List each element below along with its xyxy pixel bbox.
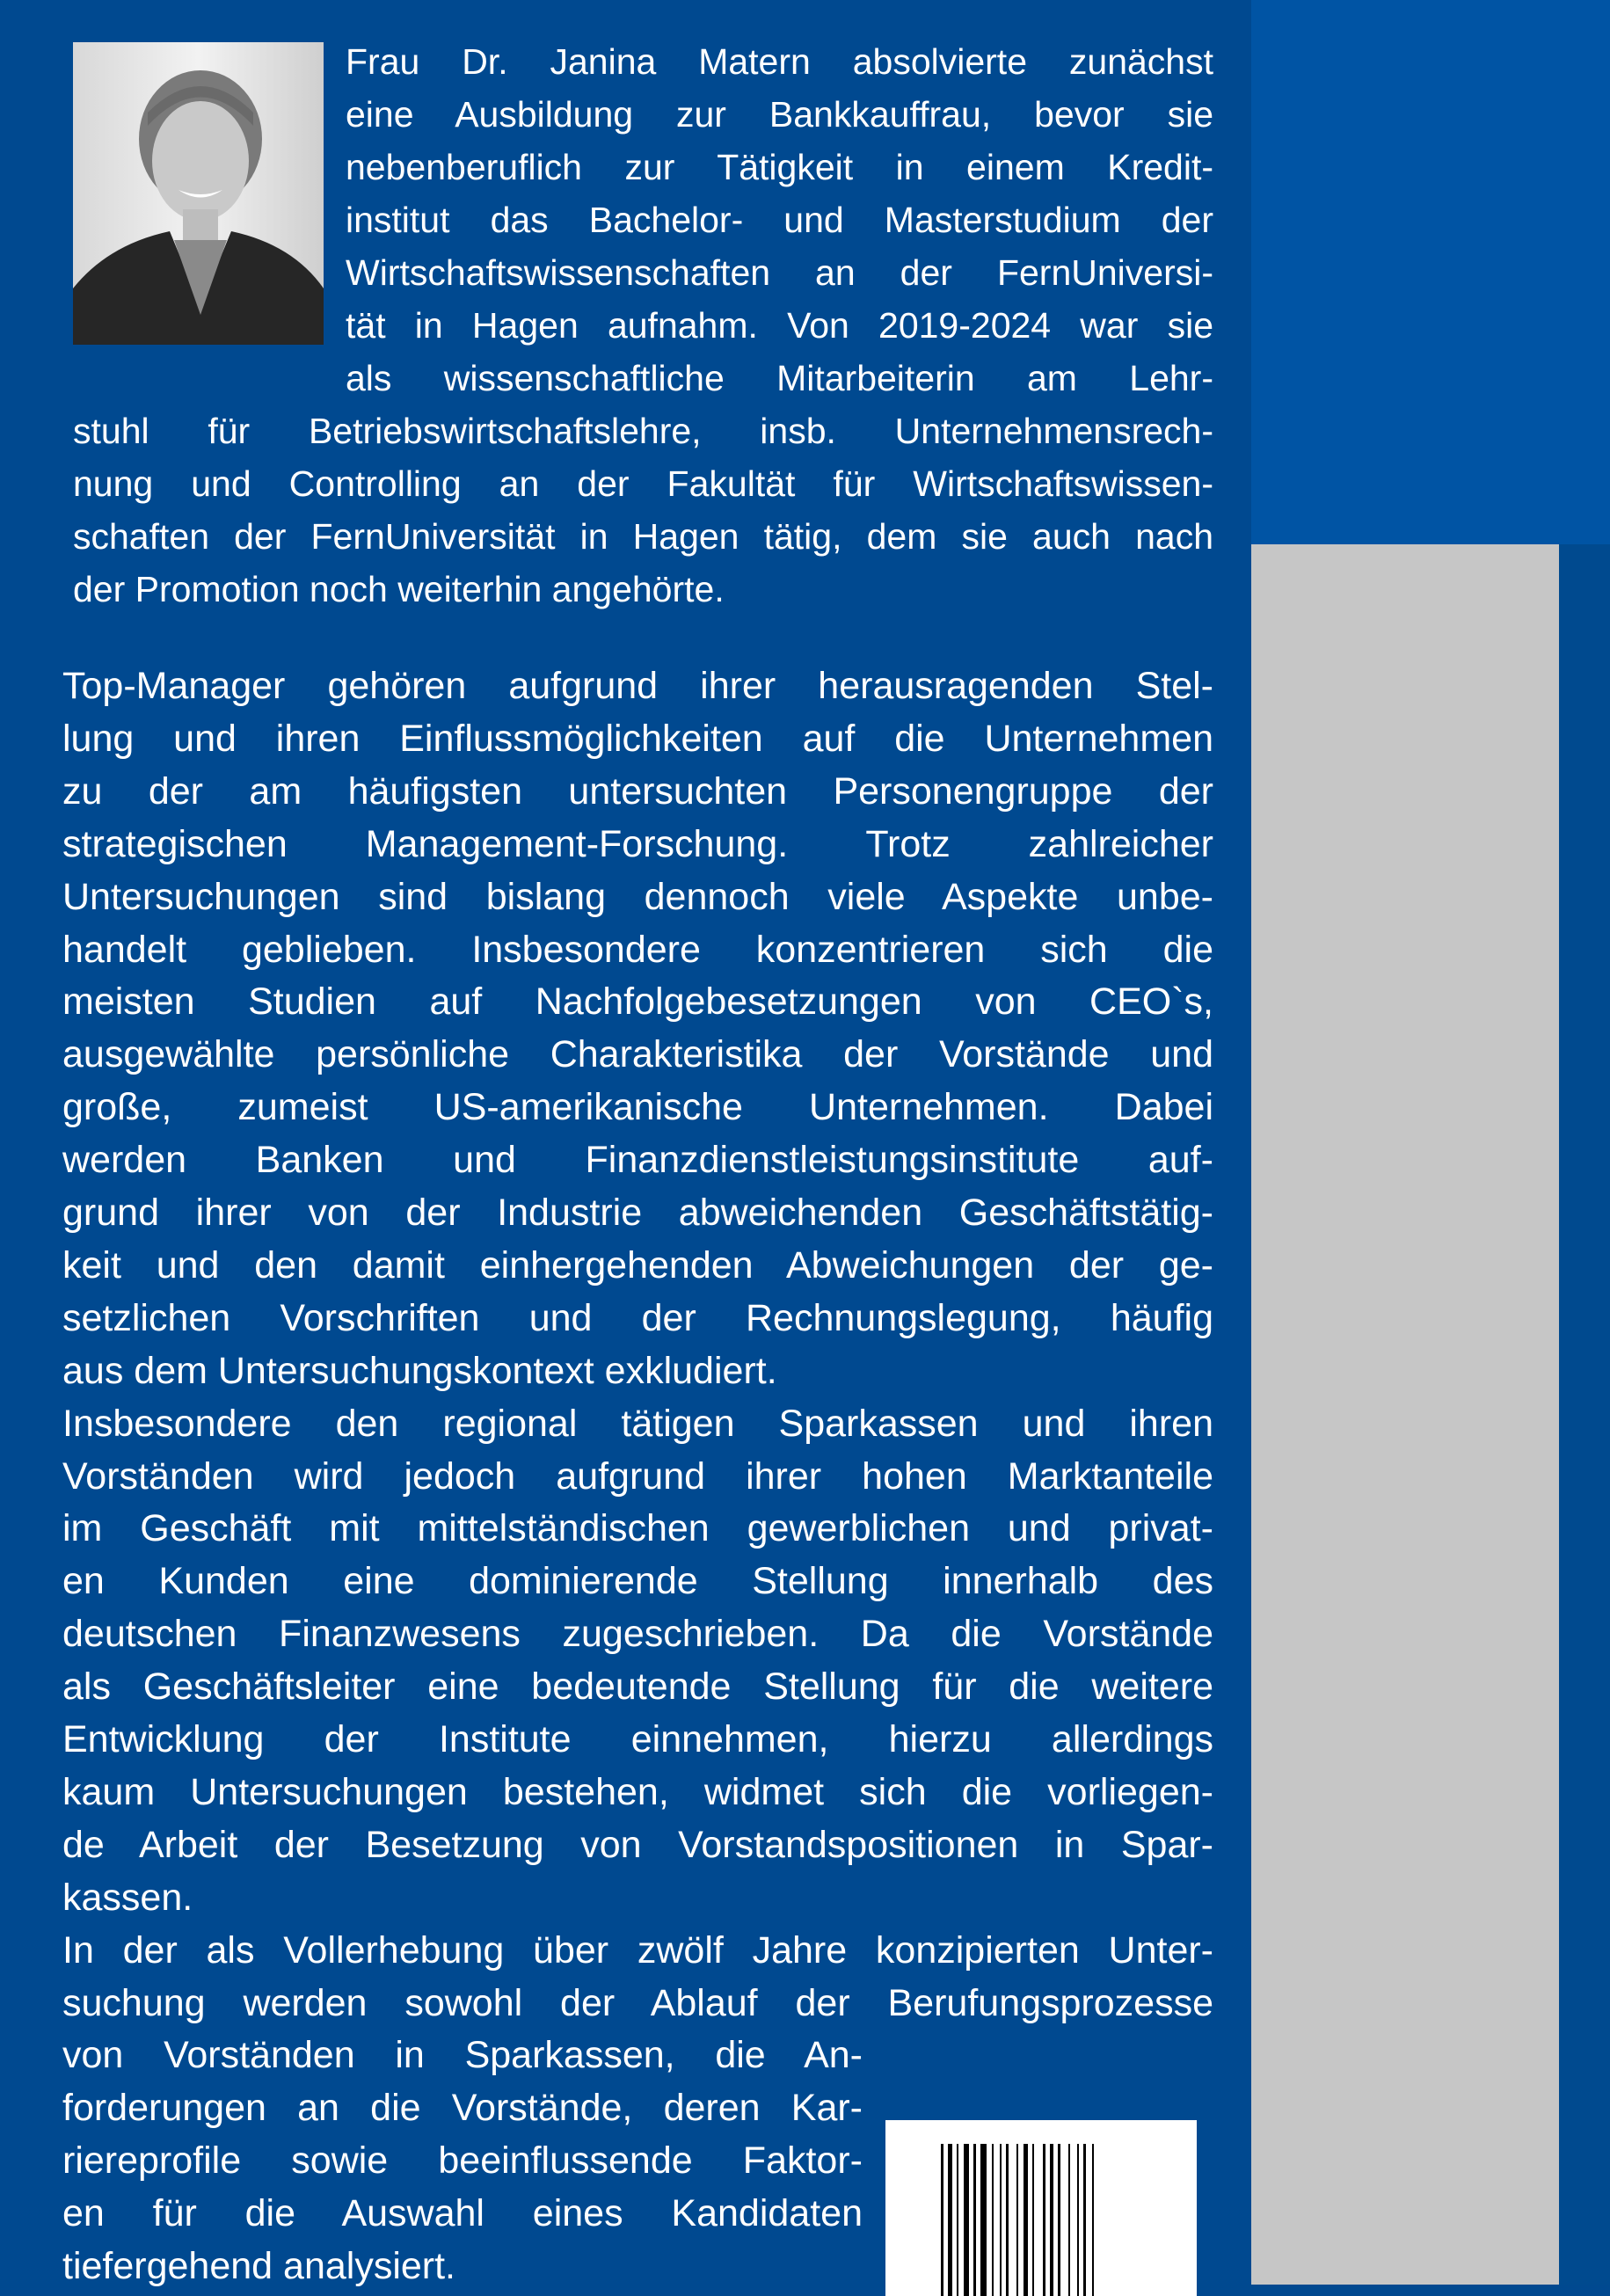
description-line: werden Banken und Finanzdienstleistungsinstitute auf-	[62, 1139, 1213, 1182]
description-line: von Vorständen in Sparkassen, die An-	[62, 2034, 863, 2077]
barcode-bar	[1058, 2144, 1060, 2296]
bio-line: nung und Controlling an der Fakultät für Wirtschaftswissen-	[73, 463, 1213, 504]
description-line: lung und ihren Einflussmöglichkeiten auf die Unternehmen	[62, 717, 1213, 760]
description-line: Untersuchungen sind bislang dennoch viele Aspekte unbe-	[62, 875, 1213, 918]
bio-line: der Promotion noch weiterhin angehörte.	[73, 569, 725, 609]
description-line: en Kunden eine dominierende Stellung innerhalb des	[62, 1560, 1213, 1603]
barcode-bar	[1016, 2144, 1018, 2296]
barcode-bar	[964, 2144, 969, 2296]
description-line: als Geschäftsleiter eine bedeutende Stellung für die weitere	[62, 1666, 1213, 1709]
isbn-barcode	[885, 2120, 1197, 2296]
barcode-bar	[948, 2144, 952, 2296]
bio-line: als wissenschaftliche Mitarbeiterin am Lehr-	[346, 358, 1213, 398]
spine-gray-panel	[1251, 544, 1559, 2285]
description-line: ausgewählte persönliche Charakteristika der Vorstände und	[62, 1033, 1213, 1076]
description-line: en für die Auswahl eines Kandidaten	[62, 2192, 863, 2235]
description-line: forderungen an die Vorstände, deren Kar-	[62, 2087, 863, 2130]
barcode-bar	[980, 2144, 987, 2296]
barcode-bar	[1006, 2144, 1009, 2296]
bio-line: stuhl für Betriebswirtschaftslehre, insb. Unternehmensrech-	[73, 411, 1213, 451]
bio-line: Wirtschaftswissenschaften an der FernUniversi-	[346, 252, 1213, 293]
description-line: In der als Vollerhebung über zwölf Jahre konzipierten Unter-	[62, 1928, 1213, 1972]
author-photo	[73, 42, 324, 345]
description-line: riereprofile sowie beeinflussende Faktor-	[62, 2139, 863, 2183]
barcode-bar	[992, 2144, 994, 2296]
description-line: Insbesondere den regional tätigen Sparkassen und ihren	[62, 1402, 1213, 1445]
bio-line: tät in Hagen aufnahm. Von 2019-2024 war sie	[346, 305, 1213, 346]
description-line: große, zumeist US-amerikanische Unternehmen. Dabei	[62, 1086, 1213, 1129]
bio-line: eine Ausbildung zur Bankkauffrau, bevor sie	[346, 94, 1213, 135]
description-line: Entwicklung der Institute einnehmen, hierzu allerdings	[62, 1718, 1213, 1760]
description-line: im Geschäft mit mittelständischen gewerblichen und privat-	[62, 1507, 1213, 1550]
barcode-bar	[973, 2144, 976, 2296]
barcode-bar	[1077, 2144, 1079, 2296]
bio-line: schaften der FernUniversität in Hagen tätig, dem sie auch nach	[73, 516, 1213, 557]
spine-top-panel	[1251, 0, 1610, 544]
barcode-bar	[1024, 2144, 1028, 2296]
description-line: aus dem Untersuchungskontext exkludiert.	[62, 1349, 777, 1392]
barcode-bar	[957, 2144, 958, 2296]
description-line: Vorständen wird jedoch aufgrund ihrer hohen Marktanteile	[62, 1454, 1213, 1498]
spine-strip	[1559, 544, 1610, 2285]
barcode-bar	[1050, 2144, 1053, 2296]
bio-line: Frau Dr. Janina Matern absolvierte zunächst	[346, 41, 1213, 82]
description-line: zu der am häufigsten untersuchten Personengruppe der	[62, 769, 1213, 813]
description-line: suchung werden sowohl der Ablauf der Berufungsprozesse	[62, 1981, 1213, 2024]
barcode-bar	[941, 2144, 943, 2296]
description-line: tiefergehend analysiert.	[62, 2245, 456, 2287]
description-line: strategischen Management-Forschung. Trotz zahlreicher	[62, 822, 1213, 865]
barcode-bar	[1000, 2144, 1002, 2296]
barcode-bar	[1043, 2144, 1045, 2296]
description-line: meisten Studien auf Nachfolgebesetzungen von CEO`s,	[62, 980, 1213, 1024]
description-line: kaum Untersuchungen bestehen, widmet sich die vorliegen-	[62, 1770, 1213, 1813]
description-line: deutschen Finanzwesens zugeschrieben. Da die Vorstände	[62, 1613, 1213, 1656]
description-line: Top-Manager gehören aufgrund ihrer herausragenden Stel-	[62, 665, 1213, 707]
barcode-bar	[1032, 2144, 1034, 2296]
bio-line: institut das Bachelor- und Masterstudium der	[346, 200, 1213, 240]
barcode-bar	[1092, 2144, 1094, 2296]
description-line: keit und den damit einhergehenden Abweichungen der ge-	[62, 1243, 1213, 1286]
barcode-icon	[885, 2120, 1197, 2296]
barcode-bar	[1083, 2144, 1086, 2296]
description-line: kassen.	[62, 1876, 193, 1919]
description-line: handelt geblieben. Insbesondere konzentrieren sich die	[62, 928, 1213, 971]
description-line: de Arbeit der Besetzung von Vorstandspositionen in Spar-	[62, 1823, 1213, 1866]
description-line: grund ihrer von der Industrie abweichenden Geschäftstätig-	[62, 1192, 1213, 1234]
description-line: setzlichen Vorschriften und der Rechnungslegung, häufig	[62, 1296, 1213, 1339]
barcode-bar	[1068, 2144, 1070, 2296]
bio-line: nebenberuflich zur Tätigkeit in einem Kredit-	[346, 147, 1213, 187]
